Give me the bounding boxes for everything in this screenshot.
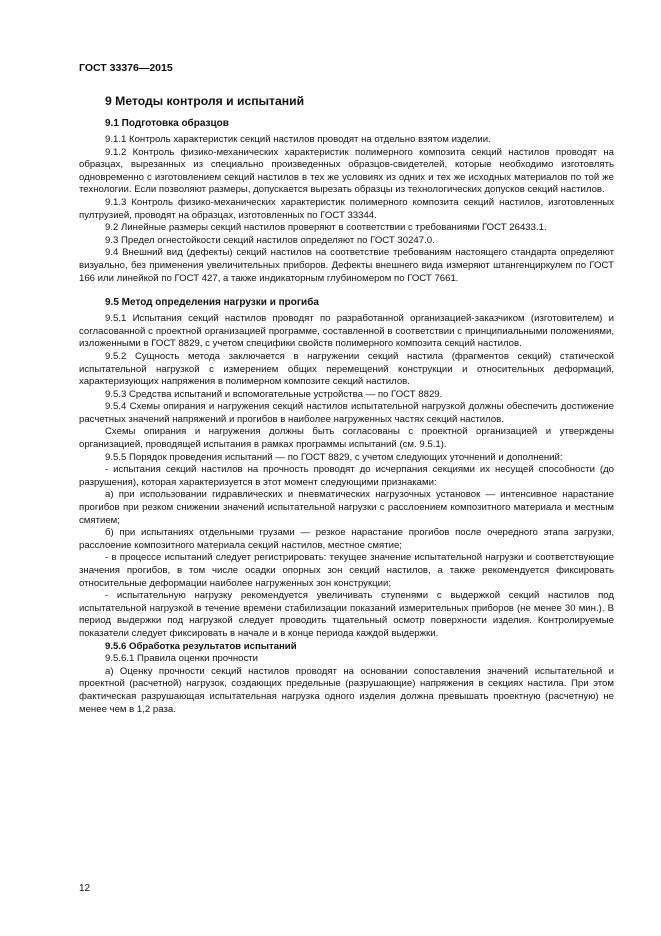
document-body xyxy=(79,94,614,716)
page-number: 12 xyxy=(79,883,91,894)
paragraph: 9.2 Линейные размеры секций настилов проверяют в соответствии с требованиями ГОСТ 26433.1. xyxy=(105,222,547,234)
paragraph: 9.3 Предел огнестойкости секций настилов определяют по ГОСТ 30247.0. xyxy=(105,234,435,246)
document-header-standard-id: ГОСТ 33376—2015 xyxy=(79,62,173,74)
paragraph: 9.5.3 Средства испытаний и вспомогательные устройства — по ГОСТ 8829. xyxy=(105,388,443,400)
paragraph: - испытательную нагрузку рекомендуется увеличивать ступенями с выдержкой секций настилов под испытательной нагрузкой в течение времени стабилизации показаний измерительных приборов (не менее 30 мин.). В период выдержки под нагрузкой следует проводить тщательный осмотр поверхности изделия. Контролируемые показатели следует фиксировать в начале и в конце периода каждой выдержки. xyxy=(79,590,614,639)
subsection-title-9-1: 9.1 Подготовка образцов xyxy=(105,118,229,129)
paragraph: б) при испытаниях отдельными грузами — резкое нарастание прогибов после очередного этапа загрузки, расслоение композитного материала секций настилов, местное смятие; xyxy=(79,527,614,551)
paragraph: 9.1.2 Контроль физико-механических характеристик полимерного композита секций настилов проводят на образцах, вырезанных из специально произведенных образцов-свидетелей, которые необходимо изготовлять одновременно с изготовлением секций настилов в тех же условиях из одних и тех же исходных материалов по той же технологии. Если позволяют размеры, допускается вырезать образцы из технологических допусков секций настилов. xyxy=(79,146,614,196)
paragraph: 9.5.2 Сущность метода заключается в нагружении секций настила (фрагментов секций) статической испытательной нагрузкой с измерением общих перемещений конструкции и относительных деформаций, характеризующих напряжения в полимерном композите секций настилов. xyxy=(79,350,614,388)
paragraph: 9.1.3 Контроль физико-механических характеристик полимерного композита секций настилов, изготовленных пултрузией, проводят на образцах, изготовленных по ГОСТ 33344. xyxy=(79,196,614,221)
paragraph: 9.5.4 Схемы опирания и нагружения секций настилов испытательной нагрузкой должны обеспечить достижение расчетных значений напряжений и прогибов в наиболее нагруженных частях секций настилов. xyxy=(79,401,614,425)
paragraph: а) при использовании гидравлических и пневматических нагрузочных установок — интенсивное нарастание прогибов при резком снижении значений испытательной нагрузки с расслоением композитного материала и местным смятием; xyxy=(79,489,614,526)
paragraph: 9.5.1 Испытания секций настилов проводят по разработанной организацией-заказчиком (изготовителем) и согласованной с проектной организацией программе, составленной в соответствии с принципиальными положениями, изложенными в ГОСТ 8829, с учетом специфики свойств полимерного композита секций настилов. xyxy=(79,313,614,350)
paragraph: а) Оценку прочности секций настилов проводят на основании сопоставления значений испытательной и проектной (расчетной) нагрузок, создающих предельные (разрушающие) напряжения в секциях настила. При этом фактическая разрушающая испытательная нагрузка одного изделия должна превышать проектную (расчетную) не менее чем в 1,2 раза. xyxy=(79,665,614,715)
paragraph: - испытания секций настилов на прочность проводят до исчерпания секциями их несущей способности (до разрушения), которая характеризуется в этот момент следующими признаками: xyxy=(79,464,614,488)
section-title: 9 Методы контроля и испытаний xyxy=(105,94,305,108)
paragraph: 9.5.6.1 Правила оценки прочности xyxy=(105,653,259,665)
paragraph: 9.1.1 Контроль характеристик секций настилов проводят на отдельно взятом изделии. xyxy=(105,134,491,145)
subsection-title-9-5-6: 9.5.6 Обработка результатов испытаний xyxy=(105,640,297,652)
paragraph: 9.4 Внешний вид (дефекты) секций настилов на соответствие требованиям настоящего стандарта определяют визуально, без применения увеличительных приборов. Дефекты внешнего вида измеряют штангенциркулем по ГОСТ 166 или линейкой по ГОСТ 427, а также индикаторным глубиномером по ГОСТ 7661. xyxy=(79,247,614,284)
paragraph: 9.5.5 Порядок проведения испытаний — по ГОСТ 8829, с учетом следующих уточнений и дополнений: xyxy=(105,451,563,463)
paragraph: - в процессе испытаний следует регистрировать: текущее значение испытательной нагрузки и соответствующие значения прогибов, в том числе осадки опорных зон секций настилов, а также рекомендуется фиксировать относительные деформации наиболее нагруженных зон конструкции; xyxy=(79,552,614,589)
paragraph: Схемы опирания и нагружения должны быть согласованы с проектной организацией и утверждены организацией, проводящей испытания в рамках программы испытаний (см. 9.5.1). xyxy=(79,426,614,451)
subsection-title-9-5: 9.5 Метод определения нагрузки и прогиба xyxy=(105,297,319,309)
